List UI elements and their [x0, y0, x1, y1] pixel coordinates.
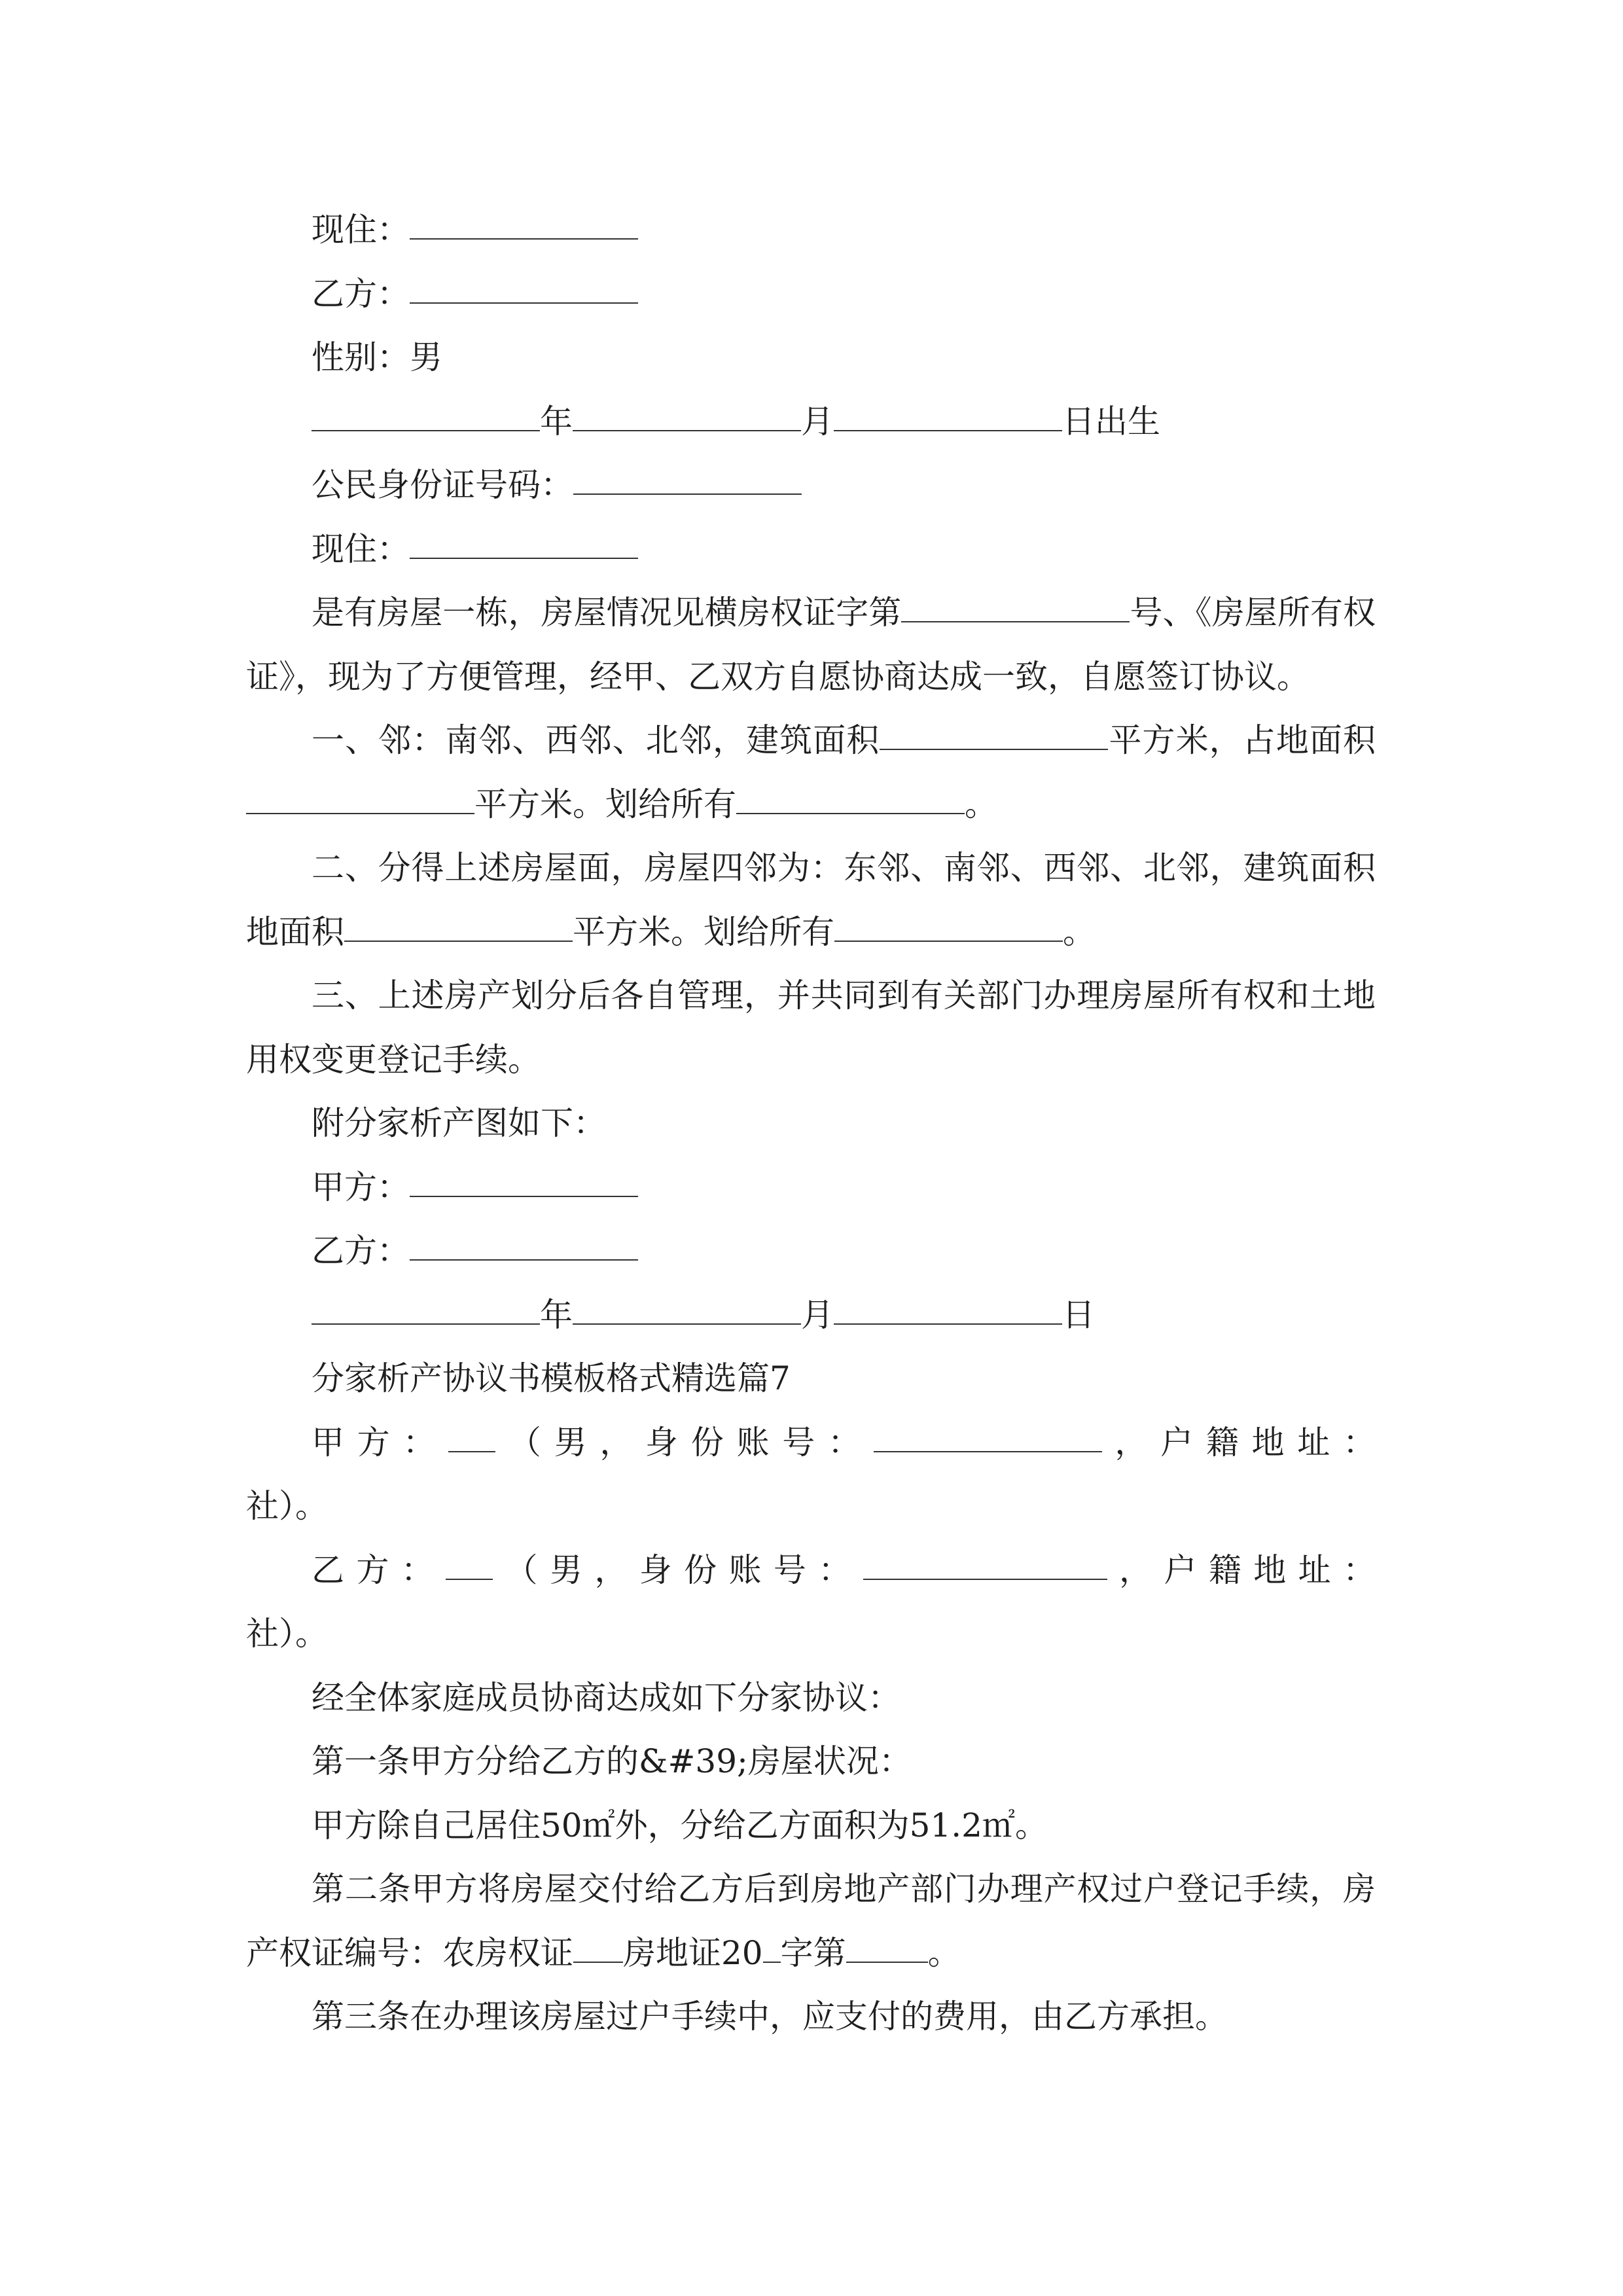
label: 年	[540, 403, 573, 440]
blank-field	[846, 1921, 928, 1963]
blank-field	[448, 1410, 495, 1452]
text: 证》，现为了方便管理，经甲、乙双方自愿协商达成一致，自愿签订协议。	[246, 658, 1310, 696]
blank-field	[834, 1283, 1062, 1325]
blank-field	[763, 1921, 781, 1963]
line-party-b-info-cont	[246, 1602, 1376, 1666]
line-attachment	[246, 1091, 1376, 1155]
text: 地面积	[246, 913, 344, 951]
blank-field	[874, 1410, 1102, 1452]
line-sign-party-b	[246, 1219, 1376, 1283]
label: 现住：	[312, 211, 410, 249]
label: 现住：	[312, 530, 410, 568]
blank-field	[834, 389, 1062, 431]
line-party-b-info	[246, 1538, 1376, 1602]
text: 平方米。划给所有	[474, 785, 736, 823]
line-article-2-cont	[246, 1921, 1376, 1985]
blank-field	[246, 772, 474, 814]
line-party-a-info-cont	[246, 1474, 1376, 1538]
line-clause-3	[246, 963, 1376, 1028]
label: 甲方：	[312, 1424, 449, 1462]
blank-field	[344, 900, 573, 942]
signature-blank	[410, 1155, 638, 1197]
text: 经全体家庭成员协商达成如下分家协议：	[312, 1679, 901, 1717]
line-clause-3-cont	[246, 1028, 1376, 1092]
text: 字第	[780, 1934, 846, 1972]
text: 是有房屋一栋，房屋情况见横房权证字第	[312, 594, 902, 632]
text: 。	[965, 785, 997, 823]
text: 平方米，占地面积	[1108, 721, 1376, 759]
text: 。	[1063, 913, 1096, 951]
blank-field	[312, 389, 540, 431]
label: 月	[801, 1296, 834, 1334]
line-article-1-detail	[246, 1793, 1376, 1857]
blank-field	[410, 198, 638, 240]
text: 第一条甲方分给乙方的&#39;房屋状况：	[312, 1742, 912, 1780]
blank-field	[863, 1538, 1107, 1580]
blank-field	[312, 1283, 540, 1325]
blank-field	[410, 262, 638, 304]
label: 性别：男	[312, 338, 442, 376]
blank-field	[446, 1538, 493, 1580]
label: ，户籍地址：	[1101, 1424, 1376, 1462]
line-id-number	[246, 453, 1376, 517]
label: 甲方：	[312, 1168, 410, 1206]
text: 二、分得上述房屋面，房屋四邻为：东邻、南邻、西邻、北邻，建筑面积	[312, 849, 1376, 887]
text: 社）。	[246, 1615, 328, 1653]
line-sign-party-a	[246, 1155, 1376, 1219]
blank-field	[410, 517, 638, 559]
text: 甲方除自己居住50㎡外，分给乙方面积为51.2㎡。	[312, 1806, 1048, 1844]
blank-field	[901, 581, 1130, 622]
line-clause-2-cont	[246, 900, 1376, 964]
blank-field	[573, 1921, 623, 1963]
line-party-b	[246, 262, 1376, 326]
line-article-2	[246, 1857, 1376, 1921]
blank-field	[573, 389, 801, 431]
text: 社）。	[246, 1487, 328, 1525]
line-house-desc	[246, 581, 1376, 645]
text: 三、上述房产划分后各自管理，并共同到有关部门办理房屋所有权和土地	[312, 977, 1376, 1014]
line-birth-date	[246, 389, 1376, 454]
label: （男，身份账号：	[495, 1424, 874, 1462]
text: 平方米。划给所有	[573, 913, 834, 951]
label: 年	[540, 1296, 573, 1334]
text: 。	[927, 1934, 961, 1972]
text: 一、邻：南邻、西邻、北邻，建筑面积	[312, 721, 880, 759]
line-article-1	[246, 1729, 1376, 1793]
blank-field	[880, 708, 1108, 750]
label: ，户籍地址：	[1107, 1551, 1376, 1589]
label: 乙方：	[312, 1232, 410, 1270]
text: 第三条在办理该房屋过户手续中，应支付的费用，由乙方承担。	[312, 1998, 1228, 2036]
blank-field	[573, 1283, 801, 1325]
section-title	[246, 1346, 1376, 1410]
text: 附分家析产图如下：	[312, 1104, 606, 1142]
text: 用权变更登记手续。	[246, 1041, 541, 1079]
label: 月	[801, 403, 834, 440]
line-clause-1-cont	[246, 772, 1376, 836]
line-current-address-2	[246, 517, 1376, 581]
text: 第二条甲方将房屋交付给乙方后到房地产部门办理产权过户登记手续，房	[312, 1870, 1376, 1908]
label: 乙方：	[312, 275, 410, 313]
label: （男，身份账号：	[493, 1551, 863, 1589]
line-house-desc-cont	[246, 645, 1376, 709]
signature-blank	[410, 1219, 638, 1261]
label: 乙方：	[312, 1551, 446, 1589]
line-agreement-intro	[246, 1666, 1376, 1730]
heading: 分家析产协议书模板格式精选篇7	[312, 1359, 791, 1397]
line-party-a-info	[246, 1410, 1376, 1475]
line-gender	[246, 325, 1376, 389]
text: 房地证20	[623, 1934, 763, 1972]
line-clause-2	[246, 836, 1376, 900]
blank-field	[834, 900, 1063, 942]
label: 日	[1062, 1296, 1095, 1334]
label: 日出生	[1062, 403, 1160, 440]
blank-field	[573, 453, 802, 495]
text: 号、《房屋所有权	[1130, 594, 1376, 632]
line-clause-1	[246, 708, 1376, 772]
line-sign-date	[246, 1283, 1376, 1347]
blank-field	[736, 772, 965, 814]
text: 产权证编号：农房权证	[246, 1934, 573, 1972]
label: 公民身份证号码：	[312, 466, 573, 504]
line-article-3	[246, 1984, 1376, 2049]
line-current-address-1	[246, 198, 1376, 262]
